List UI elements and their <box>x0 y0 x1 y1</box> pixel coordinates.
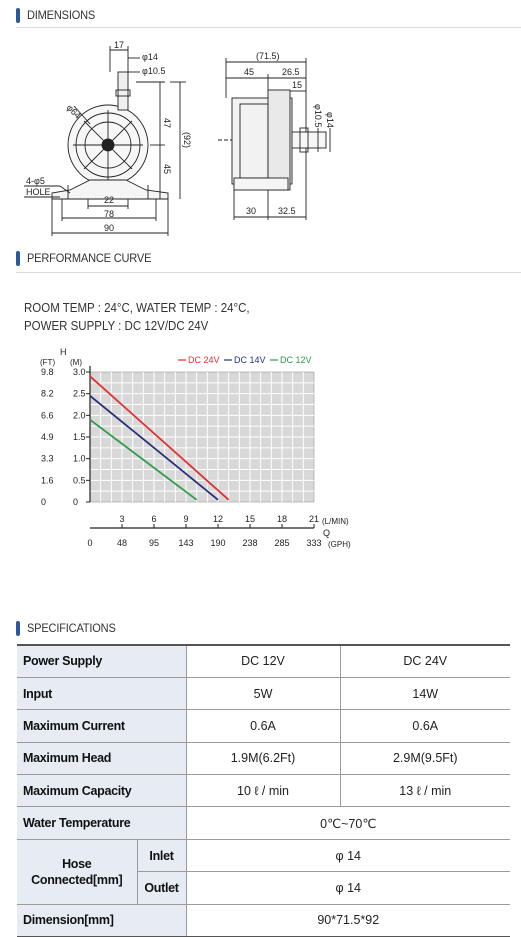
dimension-drawing <box>0 30 521 240</box>
hose-label-line: Hose <box>62 856 92 871</box>
dim-label: 32.5 <box>278 206 296 216</box>
dim-label: 45 <box>244 67 255 77</box>
table-row <box>17 807 510 839</box>
x-tick-label-lmin: 6 <box>151 514 157 524</box>
dim-label: φ10.5 <box>313 104 323 128</box>
section-marker <box>16 251 20 266</box>
section-marker <box>16 8 20 23</box>
section-title: PERFORMANCE CURVE <box>27 251 152 265</box>
section-marker <box>16 621 20 636</box>
y-tick-label-m: 1.0 <box>73 453 86 464</box>
dim-label: φ14 <box>325 112 335 128</box>
legend-entry: DC 12V <box>280 355 312 365</box>
y-tick-label-m: 2.0 <box>73 410 86 421</box>
x-tick-label-gph: 333 <box>306 538 322 548</box>
x-tick-label-lmin: 12 <box>212 514 224 524</box>
test-condition-line: POWER SUPPLY : DC 12V/DC 24V <box>24 319 209 333</box>
dim-label: 78 <box>104 209 115 219</box>
dim-label: 17 <box>114 40 125 50</box>
row-label: Input <box>17 677 186 709</box>
row-label: Power Supply <box>17 645 186 677</box>
y-tick-label-ft: 0 <box>41 497 47 507</box>
flow-axis-symbol: Q <box>323 528 331 538</box>
specifications-table <box>17 644 510 937</box>
x-tick-label-gph: 285 <box>274 538 290 548</box>
section-title: DIMENSIONS <box>27 8 96 22</box>
section-divider <box>16 27 521 28</box>
row-label: Maximum Current <box>17 710 186 742</box>
dim-label: φ10.5 <box>142 66 166 76</box>
table-row <box>17 775 510 807</box>
dim-label: 45 <box>162 164 172 175</box>
value-dc12v: DC 12V <box>186 645 340 677</box>
table-row <box>17 677 510 709</box>
dim-label: φ64 <box>64 102 83 121</box>
y-tick-label-m: 2.5 <box>73 388 86 399</box>
x-tick-label-gph: 48 <box>116 538 128 548</box>
head-axis-symbol: H <box>60 347 67 357</box>
y-tick-label-ft: 3.3 <box>41 453 54 464</box>
section-divider <box>16 272 521 273</box>
table-row <box>17 839 510 871</box>
dim-label: φ14 <box>142 52 158 62</box>
x-tick-label-lmin: 9 <box>183 514 189 524</box>
x-tick-label-gph: 0 <box>87 538 93 548</box>
table-row <box>17 710 510 742</box>
row-label: Dimension[mm] <box>17 904 186 936</box>
water-temperature-value: 0℃~70℃ <box>186 807 510 839</box>
row-label: Water Temperature <box>17 807 186 839</box>
legend-entry: DC 14V <box>234 355 266 365</box>
value-dc24v: DC 24V <box>340 645 510 677</box>
value-dc24v: 0.6A <box>340 710 510 742</box>
test-condition-line: ROOM TEMP : 24°C, WATER TEMP : 24°C, <box>24 301 250 315</box>
y-tick-label-ft: 8.2 <box>41 388 54 399</box>
y-tick-label-m: 1.5 <box>73 432 86 442</box>
section-header-dimensions <box>16 7 101 23</box>
outlet-label: Outlet <box>137 872 186 904</box>
y-tick-label-ft: 9.8 <box>41 367 54 377</box>
y-tick-label-m: 3.0 <box>73 367 86 377</box>
dim-label: (71.5) <box>256 51 280 61</box>
row-label: Maximum Head <box>17 742 186 774</box>
x-tick-label-gph: 238 <box>242 538 258 548</box>
y-unit-m: (M) <box>70 358 82 367</box>
row-label: Maximum Capacity <box>17 775 186 807</box>
y-tick-label-ft: 1.6 <box>41 475 54 486</box>
dim-label: 90 <box>104 223 115 233</box>
section-header-specifications <box>16 620 123 636</box>
x-tick-label-gph: 190 <box>210 538 226 548</box>
hole-label: 4-φ5 <box>26 176 45 186</box>
legend-entry: DC 24V <box>188 355 220 365</box>
dim-label: 26.5 <box>282 67 300 77</box>
x-tick-label-lmin: 21 <box>308 514 320 524</box>
y-tick-label-ft: 6.6 <box>41 410 54 421</box>
inlet-label: Inlet <box>137 839 186 871</box>
dim-label: 47 <box>162 118 172 129</box>
hose-connected-label <box>17 839 137 904</box>
y-tick-label-m: 0 <box>73 497 79 507</box>
hose-label-line: Connected[mm] <box>31 872 123 887</box>
value-dc12v: 10 ℓ / min <box>186 775 340 807</box>
section-title: SPECIFICATIONS <box>27 621 116 635</box>
y-tick-label-m: 0.5 <box>73 475 86 486</box>
x-tick-label-lmin: 18 <box>276 514 288 524</box>
dim-label: 30 <box>246 206 257 216</box>
x-tick-label-lmin: 15 <box>244 514 256 524</box>
y-unit-ft: (FT) <box>40 358 56 367</box>
dim-label: 15 <box>292 80 303 90</box>
x-tick-label-gph: 95 <box>148 538 160 548</box>
dim-label: 22 <box>104 195 115 205</box>
inlet-value: φ 14 <box>186 839 510 871</box>
value-dc24v: 13 ℓ / min <box>340 775 510 807</box>
dimension-value: 90*71.5*92 <box>186 904 510 936</box>
x-unit-lmin: (L/MIN) <box>322 517 349 526</box>
outlet-value: φ 14 <box>186 872 510 904</box>
dim-label: (92) <box>182 132 192 149</box>
table-row <box>17 904 510 936</box>
value-dc24v: 14W <box>340 677 510 709</box>
table-row <box>17 645 510 677</box>
x-unit-gph: (GPH) <box>328 540 351 549</box>
performance-chart <box>0 340 360 560</box>
y-tick-label-ft: 4.9 <box>41 432 54 442</box>
table-row <box>17 742 510 774</box>
x-tick-label-gph: 143 <box>178 538 194 548</box>
hole-label: HOLE <box>26 187 51 197</box>
value-dc12v: 1.9M(6.2Ft) <box>186 742 340 774</box>
value-dc12v: 0.6A <box>186 710 340 742</box>
value-dc24v: 2.9M(9.5Ft) <box>340 742 510 774</box>
x-tick-label-lmin: 3 <box>119 514 125 524</box>
section-header-performance <box>16 250 162 266</box>
value-dc12v: 5W <box>186 677 340 709</box>
